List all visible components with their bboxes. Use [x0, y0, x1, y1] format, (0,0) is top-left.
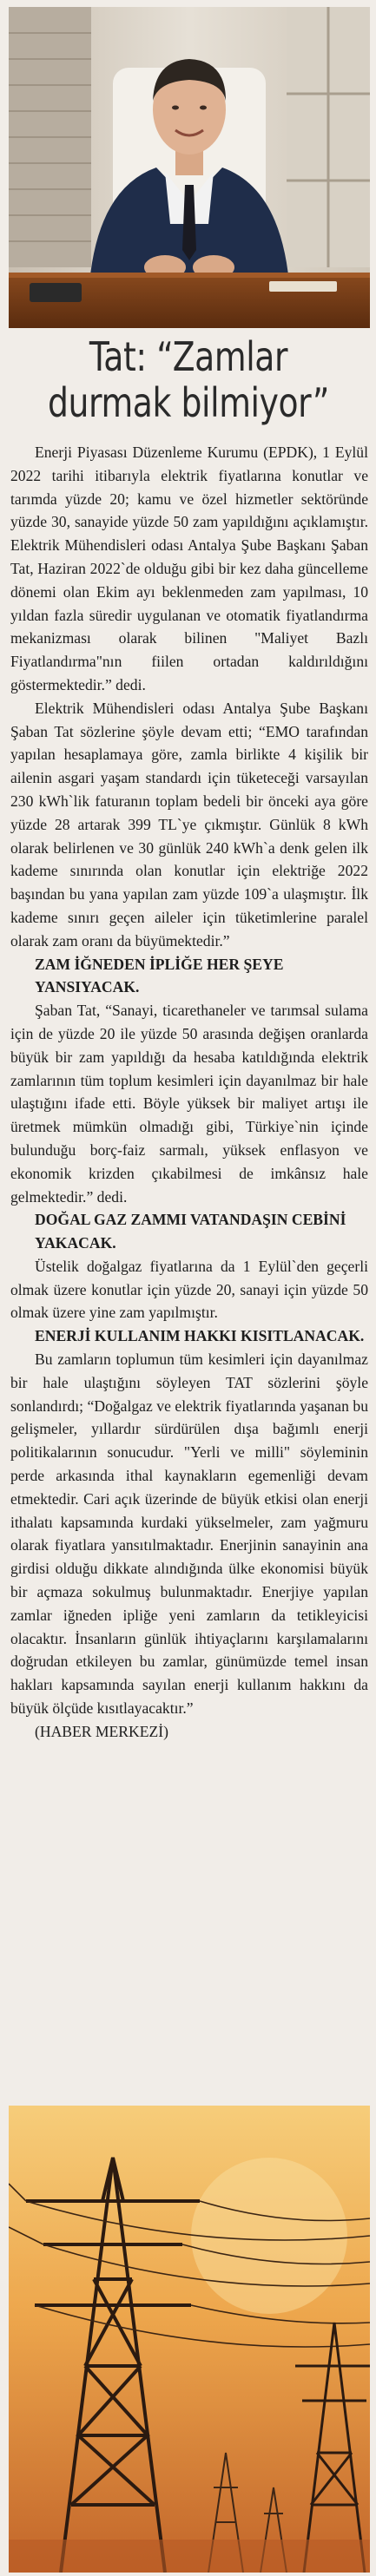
subheading: ENERJİ KULLANIM HAKKI KISITLANACAK. — [35, 1327, 365, 1345]
paragraph: Şaban Tat, “Sanayi, ticarethaneler ve tarımsal sulama için de yüzde 20 ile yüzde 50 arasında değişen oranlarda büyük bir zam yapıldığı da hesaba katıldığında elektrik zamlarının tüm toplum kesimleri için dayanılmaz bir hale ulaştığını ifade etti. Böyle yüksek bir maliyet artışı ile üretmek mümkün olmadığı gibi, Türkiye`nin içinde bulunduğu borç-faiz sarmalı, yüksek enflasyon ve ekonomik krizden çıkabilmesi de imkânsız hale gelmektedir.” dedi. — [10, 1002, 368, 1206]
portrait-illustration — [9, 7, 370, 328]
portrait-photo — [9, 7, 370, 328]
paragraph: Enerji Piyasası Düzenleme Kurumu (EPDK), 1 Eylül 2022 tarihi itibarıyla elektrik fiyatlarına konutlar ve tarımda yüzde 20; kamu ve özel hizmetler sektöründe yüzde 30, sanayide yüzde 50 zam yapıldığını açıklamıştır. Elektrik Mühendisleri odası Antalya Şube Başkanı Şaban Tat, Haziran 2022`de olduğu gibi bir kez daha güncelleme dönemi olan Ekim ayı beklenmeden zam yapılması, 10 yıldan fazla süredir uygulanan ve otomatik fiyatlandırma mekanizması olarak bilinen "Maliyet Bazlı Fiyatlandırma"nın fiilen ortadan kaldırıldığını göstermektedir.” dedi. — [10, 444, 368, 693]
headline: Tat: “Zamlar durmak bilmiyor” — [47, 333, 329, 426]
paragraph: Bu zamların toplumun tüm kesimleri için dayanılmaz bir hale ulaştığını söyleyen TAT sözlerini şöyle sonlandırdı; “Doğalgaz ve elektrik fiyatlarında yaşanan bu gelişmeler, yıllardır sürdürülen dışa bağımlı enerji politikalarının sonucudur. "Yerli ve milli" söyleminin perde arkasında ithal kaynakların egemenliği devam etmektedir. Cari açık üzerinde de büyük etkisi olan enerji ithalatı kapsamında kurdaki yükselmeler, zam yağmuru olarak fiyatlara yansıtılmaktadır. Enerjinin sanayinin ana girdisi olduğu dikkate alındığında ülke ekonomisi büyük bir açmaza sokulmuş bulunmaktadır. Enerjiye yapılan zamlar iğneden ipliğe yeni zamların da tetikleyicisi olacaktır. İnsanların günlük ihtiyaçlarını karşılamalarını doğrudan etkileyen bu zamlar, günümüzde temel insan hakları kapsamında sayılan enerji kullanım hakkını da büyük ölçüde kısıtlayacaktır.” — [10, 1350, 368, 1718]
subheading: DOĞAL GAZ ZAMMI VATANDAŞIN CEBİNİ YAKACAK. — [35, 1211, 346, 1252]
article-body — [10, 441, 368, 1744]
byline: (HABER MERKEZİ) — [35, 1722, 168, 1740]
paragraph: Elektrik Mühendisleri odası Antalya Şube Başkanı Şaban Tat sözlerine şöyle devam etti; “EMO tarafından yapılan hesaplamaya göre, zamla birlikte 4 kişilik bir ailenin asgari yaşam standardı için tüketeceği varsayılan 230 kWh`lik faturanın toplam bedeli bir önceki aya göre yüzde 28 artarak 399 TL`ye çıkmıştır. Günlük 8 kWh olarak belirlenen ve 30 günlük 240 kWh`a denk gelen ilk kademe sınırında olan konutlar için elektriğe 2022 başından bu yana yapılan zam yüzde 109`a ulaşmıştır. İlk kademe sınırı geçen aileler için tüketimlerine paralel olarak zam oranı da büyümektedir.” — [10, 699, 368, 950]
paragraph: Üstelik doğalgaz fiyatlarına da 1 Eylül`den geçerli olmak üzere konutlar için yüzde 20, sanayi için yüzde 50 olmak üzere yine zam yapılmıştır. — [10, 1257, 368, 1322]
power-lines-photo — [9, 2106, 370, 2573]
pylons-illustration — [9, 2106, 370, 2573]
subheading: ZAM İĞNEDEN İPLİĞE HER ŞEYE YANSIYACAK. — [35, 955, 284, 996]
